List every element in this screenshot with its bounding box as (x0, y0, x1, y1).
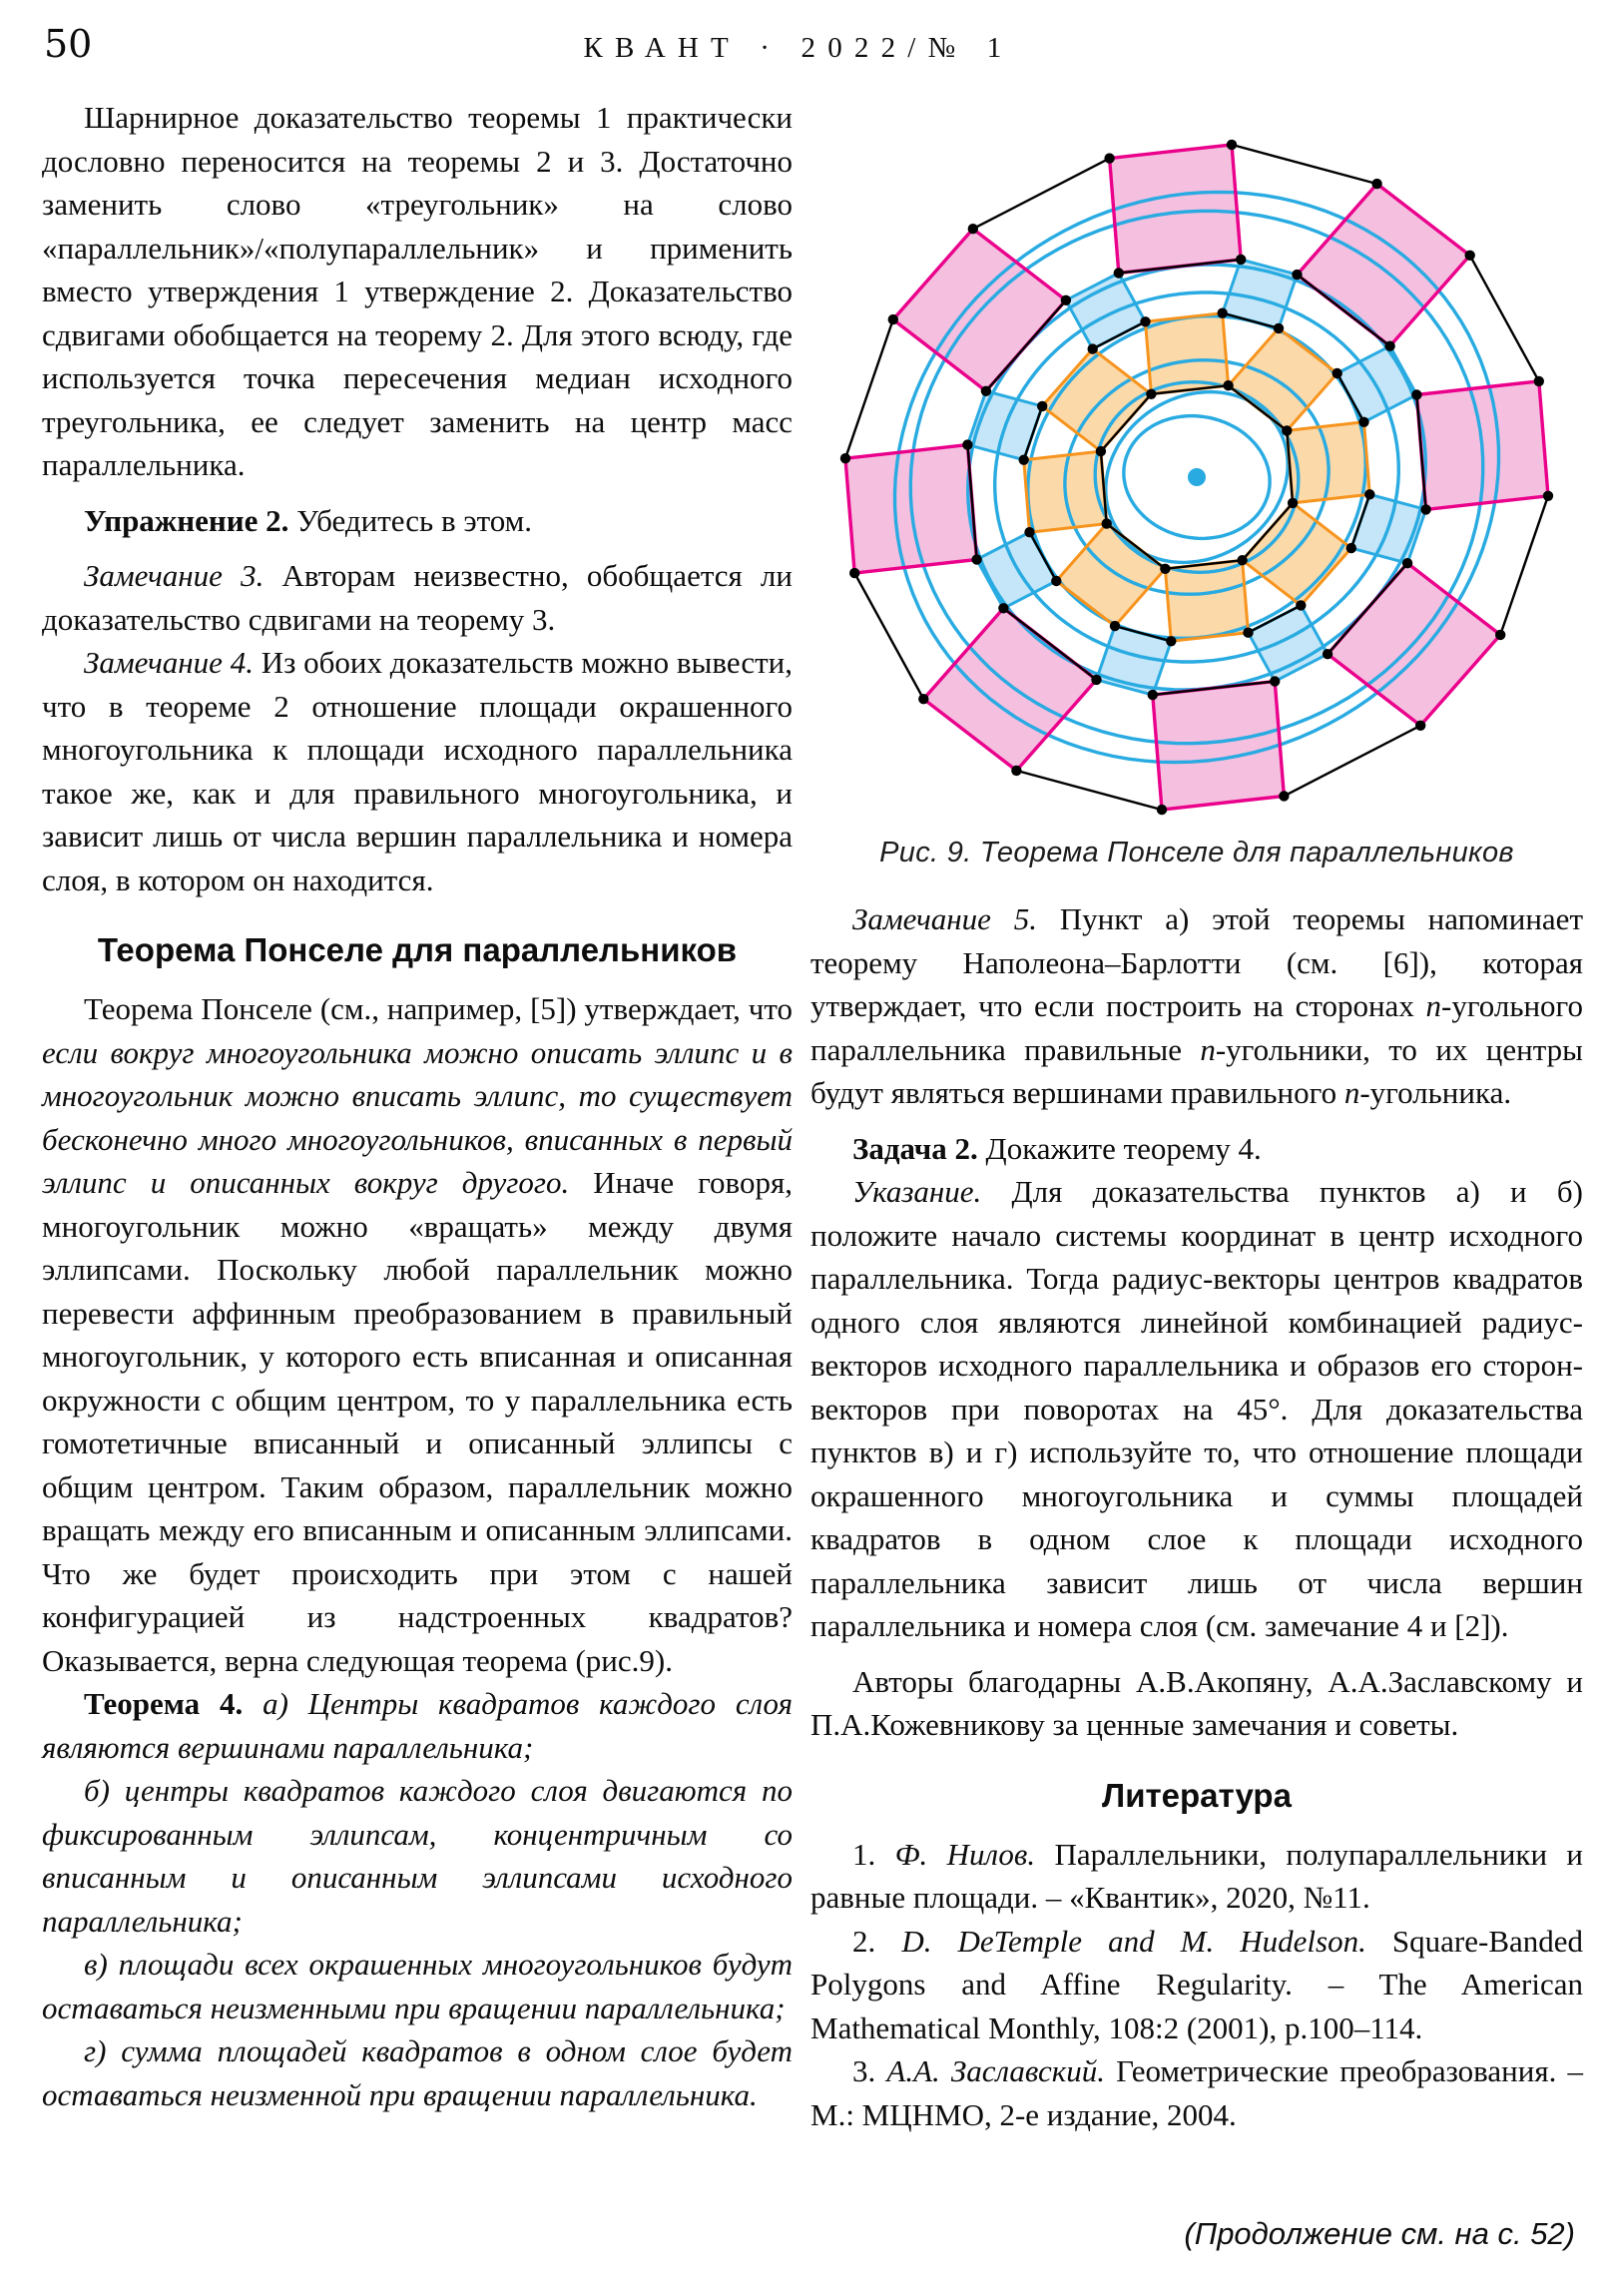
text-run: Замечание 4. (84, 645, 262, 680)
paragraph (810, 1127, 1583, 1171)
vertex-dot (1146, 389, 1156, 399)
vertex-dot (1114, 268, 1124, 278)
paragraph (810, 2049, 1583, 2136)
square-fill-pink (1298, 184, 1470, 346)
vertex-dot (1110, 621, 1120, 631)
text-run: Докажите теорему 4. (985, 1130, 1262, 1166)
vertex-dot (971, 554, 981, 564)
vertex-dot (1270, 676, 1280, 686)
vertex-dot (1037, 401, 1047, 411)
ring-3-connector (1500, 496, 1548, 635)
text-run: Иначе говоря, многоугольник можно «вращать» между двумя эллипсами. Поскольку любой параллельник можно перевести аффинным преобразованием в правильный многоугольник, у которого есть вписанная и описанная окружности с общим центром, то у параллельника есть гомотетичные вписанный и описанный эллипсы с общим центром. Таким образом, параллельник можно вращать между его вписанным и описанным эллипсами. Что же будет происходить при этом с нашей конфигурацией из надстроенных квадратов? Оказывается, верна следующая теорема (рис.9). (42, 1165, 793, 1678)
poncelet-figure (810, 84, 1583, 829)
vertex-dot (1364, 489, 1374, 499)
vertex-dot (1166, 636, 1176, 646)
paragraph (42, 2029, 793, 2116)
paragraph (810, 1833, 1583, 1920)
vertex-dot (1148, 690, 1158, 700)
text-run: Ф. Нилов. (894, 1836, 1036, 1872)
paragraph (810, 1660, 1583, 1747)
vertex-dot (918, 694, 928, 704)
vertex-dot (1237, 555, 1247, 565)
text-run: Убедитесь в этом. (296, 502, 533, 538)
vertex-dot (1358, 417, 1368, 427)
continuation-note: (Продолжение см. на с. 52) (1184, 2216, 1575, 2251)
paragraph (42, 987, 793, 1682)
text-run: -угольного параллельника правильные (810, 988, 1583, 1067)
text-run: 1. (852, 1836, 895, 1872)
page-number: 50 (44, 22, 93, 66)
text-run: n (1200, 1031, 1216, 1067)
left-column (42, 96, 793, 2116)
journal-header: КВАНТ · 2022/№ 1 (583, 32, 1014, 64)
text-run: г) сумма площадей квадратов в одном слое будет оставаться неизменной при вращении параллельника. (42, 2033, 793, 2112)
ring-3-connector (1016, 771, 1162, 810)
text-run: n (1343, 1075, 1360, 1110)
text-run: Замечание 3. (84, 558, 282, 593)
center-dot (1188, 468, 1206, 486)
vertex-dot (1543, 491, 1553, 501)
text-run: А.А. Заславский. (886, 2053, 1105, 2088)
section-heading: Теорема Понселе для параллельников (97, 931, 738, 968)
text-run: -угольника. (1359, 1075, 1512, 1110)
square-fill-pink (1110, 145, 1242, 274)
vertex-dot (840, 453, 850, 463)
text-run: Авторы благодарны А.В.Акопяну, А.А.Заславскому и П.А.Кожевникову за ценные замечания и советы. (810, 1663, 1583, 1742)
vertex-dot (1051, 576, 1061, 586)
vertex-dot (1157, 805, 1167, 815)
paragraph (810, 1170, 1583, 1648)
vertex-dot (1223, 380, 1233, 390)
vertex-dot (1218, 308, 1228, 318)
vertex-dot (1274, 323, 1284, 333)
vertex-dot (1011, 766, 1021, 776)
vertex-dot (1282, 425, 1292, 435)
text-run: Указание. (852, 1174, 1012, 1209)
text-run: -угольники, то их центры будут являться вершинами правильного (810, 1031, 1583, 1110)
text-run: Авторам неизвестно, обобщается ли доказательство сдвигами на теорему 3. (42, 558, 793, 637)
text-run: Теорема Понселе (см., например, [5]) утверждает, что (84, 991, 793, 1026)
text-run: Для доказательства пунктов а) и б) положите начало системы координат в центр исходного параллельника. Тогда радиус-векторы центров квадратов одного слоя являются линейной комбинацией радиус-векторов исходного параллельника и образов его сторон-векторов при поворотах на 45°. Для доказательства пунктов в) и г) используйте то, что отношение площади окрашенного многоугольника и суммы площадей квадратов в одном слое к площади исходного параллельника зависит лишь от числа вершин параллельника и номера слоя (см. замечание 4 и [2]). (810, 1174, 1583, 1643)
vertex-dot (1292, 270, 1302, 280)
vertex-dot (981, 386, 991, 396)
vertex-dot (1160, 564, 1170, 574)
vertex-dot (1091, 675, 1101, 685)
vertex-dot (1279, 791, 1289, 801)
text-run: Параллельники, полупараллельники и равные площади. – «Квантик», 2020, №11. (810, 1836, 1584, 1915)
vertex-dot (962, 439, 972, 449)
section-heading: Литература (1102, 1776, 1292, 1814)
paragraph (42, 641, 793, 901)
paragraph (42, 554, 793, 641)
paragraph (42, 499, 793, 543)
vertex-dot (1288, 498, 1298, 508)
vertex-dot (1024, 527, 1034, 537)
vertex-dot (1227, 140, 1237, 150)
vertex-dot (1140, 316, 1150, 326)
right-column-text (810, 897, 1583, 2136)
vertex-dot (1102, 518, 1112, 528)
vertex-dot (1411, 389, 1421, 399)
text-run: Упражнение 2. (84, 502, 297, 538)
text-run: если вокруг многоугольника можно описать эллипс и в многоугольник можно вписать эллипс, то существует бесконечно много многоугольников, вписанных в первый эллипс и описанных вокруг другого. (42, 1034, 793, 1200)
text-run: Замечание 5. (852, 901, 1060, 936)
paragraph (42, 96, 793, 487)
vertex-dot (1371, 179, 1381, 189)
vertex-dot (968, 224, 978, 234)
vertex-dot (998, 603, 1008, 613)
vertex-dot (1323, 649, 1332, 659)
vertex-dot (1019, 455, 1029, 465)
vertex-dot (1384, 341, 1394, 351)
text-run: Square-Banded Polygons and Affine Regularity. – The American Mathematical Monthly, 108:2 (2001), p.100–114. (810, 1923, 1584, 2045)
figure-box (810, 84, 1583, 829)
paragraph (42, 1682, 793, 1769)
vertex-dot (1243, 628, 1253, 638)
vertex-dot (1495, 630, 1505, 640)
vertex-dot (1332, 368, 1342, 378)
vertex-dot (849, 568, 859, 578)
square-fill-orange (1056, 524, 1165, 627)
square-fill-blue (1066, 274, 1146, 349)
vertex-dot (1096, 446, 1106, 456)
vertex-dot (1236, 255, 1246, 265)
paragraph (810, 897, 1583, 1115)
vertex-dot (1465, 251, 1475, 261)
text-run: 3. (852, 2053, 887, 2088)
paragraph (42, 1943, 793, 2029)
text-run: Теорема 4. (84, 1686, 264, 1721)
text-run: а) Центры квадратов каждого слоя являются вершинами параллельника; (42, 1686, 793, 1765)
vertex-dot (1104, 153, 1114, 163)
text-run: Задача 2. (852, 1130, 986, 1166)
text-run: Из обоих доказательств можно вывести, что в теореме 2 отношение площади окрашенного многоугольника к площади исходного параллельника такое же, как и для правильного многоугольника, и зависит лишь от числа вершин параллельника и номера слоя, в котором он находится. (42, 645, 793, 897)
figure-caption: Рис. 9. Теорема Понселе для параллельников (879, 837, 1514, 868)
vertex-dot (1534, 376, 1544, 386)
text-run: Пункт а) этой теоремы напоминает теорему Наполеона–Барлотти (см. [6]), которая утверждает, что если построить на сторонах (810, 901, 1583, 1023)
text-run: в) площади всех окрашенных многоугольников будут оставаться неизменными при вращении параллельника; (42, 1947, 793, 2025)
vertex-dot (888, 314, 898, 324)
vertex-dot (1346, 543, 1356, 553)
vertex-dot (1420, 504, 1430, 514)
text-run: б) центры квадратов каждого слоя двигаются по фиксированным эллипсам, концентричным со вписанным и описанным эллипсами исходного параллельника; (42, 1773, 793, 1939)
square-fill-blue (1249, 605, 1329, 681)
text-run: Шарнирное доказательство теоремы 1 практически дословно переносится на теоремы 2 и 3. Достаточно заменить слово «треугольник» на слово «параллельник»/«полупараллельник» и применить вместо утверждения 1 утверждение 2. Доказательство сдвигами обобщается на теорему 2. Для этого всюду, где используется точка пересечения медиан исходного треугольника, ее следует заменить на центр масс параллельника. (42, 100, 793, 482)
square-fill-orange (1229, 328, 1337, 431)
vertex-dot (1088, 343, 1098, 353)
text-run: D. DeTemple and M. Hudelson. (901, 1923, 1366, 1959)
vertex-dot (1061, 295, 1071, 305)
text-run: n (1425, 988, 1441, 1023)
square-fill-pink (1153, 682, 1285, 811)
vertex-dot (1415, 721, 1425, 731)
vertex-dot (1296, 600, 1306, 610)
paragraph (42, 1769, 793, 1943)
ring-3-connector (845, 319, 893, 458)
text-run: Геометрические преобразования. – М.: МЦНМО, 2-е издание, 2004. (810, 2053, 1583, 2132)
right-column (810, 84, 1583, 2252)
square-fill-pink (923, 608, 1096, 771)
ring-3-connector (1232, 145, 1377, 184)
paragraph (810, 1920, 1583, 2050)
text-run: 2. (852, 1923, 902, 1959)
vertex-dot (1402, 558, 1412, 568)
